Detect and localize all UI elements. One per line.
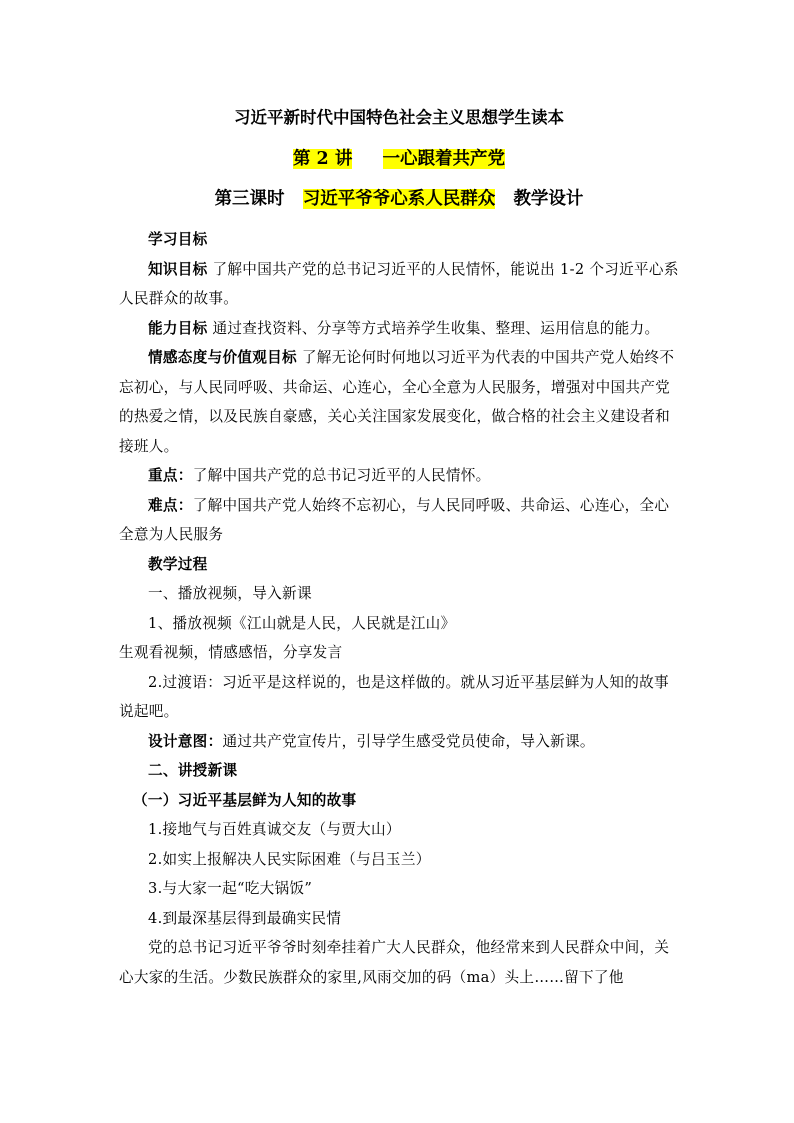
paragraph <box>119 874 679 904</box>
paragraph <box>119 461 679 491</box>
paragraph-label: 设计意图： <box>148 732 223 750</box>
paragraph <box>119 225 679 255</box>
paragraph <box>119 845 679 875</box>
paragraph-text: 3.与大家一起“吃大锅饭” <box>148 880 313 897</box>
paragraph-label: （一）习近平基层鲜为人知的故事 <box>133 791 357 809</box>
paragraph <box>119 609 679 639</box>
paragraph-text: 通过共产党宣传片，引导学生感受党员使命，导入新课。 <box>222 732 595 750</box>
paragraph <box>119 727 679 757</box>
paragraph-label: 教学过程 <box>148 555 208 573</box>
paragraph-text: 2.如实上报解决人民实际困难（与吕玉兰） <box>148 850 431 868</box>
paragraph-text: 一、播放视频，导入新课 <box>148 585 312 602</box>
paragraph <box>119 668 679 727</box>
paragraph <box>119 904 679 934</box>
paragraph-label: 知识目标 <box>148 260 208 278</box>
paragraph <box>119 579 679 609</box>
paragraph-label: 能力目标 <box>148 319 208 337</box>
paragraph-label: 学习目标 <box>148 231 208 248</box>
paragraph-text: 了解无论何时何地以习近平为代表的中国共产党人始终不忘初心，与人民同呼吸、共命运、心连心，全心全意为人民服务，增强对中国共产党的热爱之情，以及民族自豪感，关心关注国家发展变化，做合格的社会主义建设者和接班人。 <box>119 349 675 455</box>
paragraph-text: 通过查找资料、分享等方式培养学生收集、整理、运用信息的能力。 <box>207 319 660 337</box>
lesson-suffix: 教学设计 <box>513 189 584 209</box>
paragraph-text: 2.过渡语：习近平是这样说的，也是这样做的。就从习近平基层鲜为人知的故事说起吧。 <box>119 673 669 720</box>
paragraph <box>119 786 679 816</box>
paragraph-text: 党的总书记习近平爷爷时刻牵挂着广大人民群众，他经常来到人民群众中间，关心大家的生活。少数民族群众的家里,风雨交加的码（ma）头上……留下了他 <box>119 939 670 986</box>
paragraph-label: 难点： <box>148 496 193 514</box>
document-body <box>119 104 679 992</box>
paragraph-label: 二、讲授新课 <box>148 762 238 779</box>
paragraph <box>119 491 679 550</box>
lesson-prefix: 第三课时 <box>214 189 285 209</box>
paragraph-text: 了解中国共产党的总书记习近平的人民情怀。 <box>192 467 491 484</box>
paragraph-text: 1.接地气与百姓真诚交友（与贾大山） <box>148 821 401 838</box>
lecture-name: 一心跟着共产党 <box>382 149 506 169</box>
lesson-heading <box>119 186 679 212</box>
paragraph <box>119 933 679 992</box>
paragraph-label: 重点： <box>148 467 193 484</box>
lecture-heading <box>119 147 679 171</box>
paragraph <box>119 343 679 461</box>
paragraph-text: 4.到最深基层得到最确实民情 <box>148 909 342 927</box>
paragraph <box>119 314 679 344</box>
paragraph-text: 生观看视频，情感感悟，分享发言 <box>119 644 343 661</box>
paragraph-list <box>119 225 679 992</box>
lecture-number: 第 2 讲 <box>292 149 353 169</box>
paragraph-text: 了解中国共产党的总书记习近平的人民情怀，能说出 1-2 个习近平心系人民群众的故事。 <box>119 260 679 307</box>
paragraph <box>119 255 679 314</box>
book-title: 习近平新时代中国特色社会主义思想学生读本 <box>234 108 564 127</box>
paragraph <box>119 815 679 845</box>
paragraph <box>119 756 679 786</box>
paragraph-label: 情感态度与价值观目标 <box>148 349 297 366</box>
paragraph-text: 了解中国共产党人始终不忘初心，与人民同呼吸、共命运、心连心，全心全意为人民服务 <box>119 496 670 543</box>
paragraph <box>119 638 679 668</box>
paragraph <box>119 550 679 580</box>
lesson-name: 习近平爷爷心系人民群众 <box>302 189 496 209</box>
paragraph-text: 1、播放视频《江山就是人民，人民就是江山》 <box>148 614 456 632</box>
